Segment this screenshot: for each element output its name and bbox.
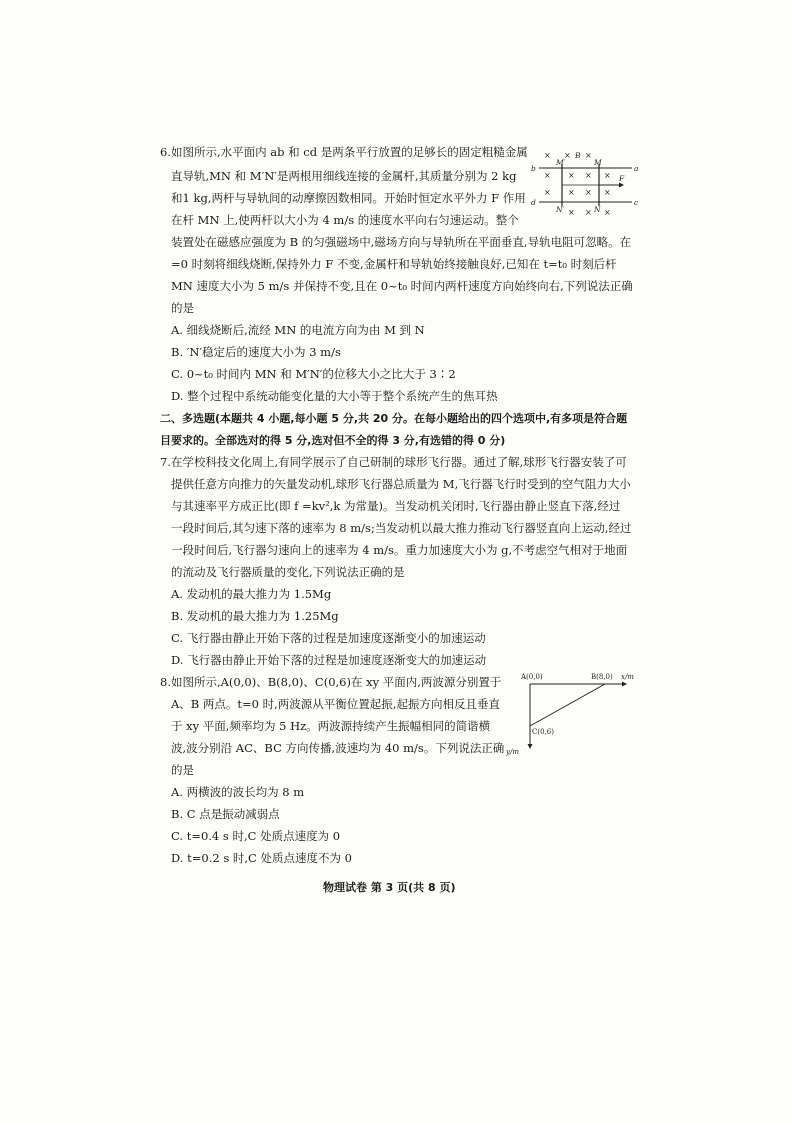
q7-line-5: 一段时间后,飞行器匀速向上的速率为 4 m/s。重力加速度大小为 g,不考虑空气相对于地面	[171, 543, 628, 557]
svg-text:×: ×	[585, 151, 592, 160]
q8-line-1: 8.如图所示,A(0,0)、B(8,0)、C(0,6)在 xy 平面内,两波源分别置于	[160, 675, 502, 689]
q7-option-d: D. 飞行器由静止开始下落的过程是加速度逐渐变大的加速运动	[171, 653, 487, 667]
label-N: N	[594, 205, 601, 214]
q7-line-3: 与其速率平方成正比(即 f =kv²,k 为常量)。当发动机关闭时,飞行器由静止竖直下落,经过	[171, 499, 621, 513]
svg-text:×: ×	[544, 151, 551, 160]
label-M: M	[594, 158, 602, 167]
svg-text:×: ×	[604, 208, 611, 217]
q8-line-2: A、B 两点。t=0 时,两波源从平衡位置起振,起振方向相反且垂直	[171, 697, 500, 711]
label-B: B	[575, 151, 581, 160]
page-footer: 物理试卷 第 3 页(共 8 页)	[323, 881, 456, 894]
label-M-prime: M′	[556, 158, 566, 167]
q7-option-c: C. 飞行器由静止开始下落的过程是加速度逐渐变小的加速运动	[171, 631, 486, 645]
q6-line-3: 和1 kg,两杆与导轨间的动摩擦因数相同。开始时恒定水平外力 F 作用	[171, 191, 526, 205]
section-2-heading: 二、多选题(本题共 4 小题,每小题 5 分,共 20 分。在每小题给出的四个选项中,有多项是符合题	[160, 412, 628, 425]
q6-option-d: D. 整个过程中系统动能变化量的大小等于整个系统产生的焦耳热	[171, 389, 498, 403]
svg-text:×: ×	[568, 208, 575, 217]
svg-text:×: ×	[585, 171, 592, 180]
q8-line-5: 的是	[171, 763, 194, 777]
svg-text:×: ×	[604, 171, 611, 180]
label-F: F	[619, 174, 625, 183]
label-N-prime: N′	[556, 205, 565, 214]
label-d: d	[531, 198, 536, 207]
q6-line-1: 6.如图所示,水平面内 ab 和 cd 是两条平行放置的足够长的固定粗糙金属	[160, 145, 528, 159]
q7-line-2: 提供任意方向推力的矢量发动机,球形飞行器总质量为 M,飞行器飞行时受到的空气阻力大小	[171, 477, 631, 491]
svg-text:×: ×	[568, 188, 575, 197]
q6-option-b: B. ′N′稳定后的速度大小为 3 m/s	[171, 345, 341, 359]
label-C: C(0,6)	[532, 728, 554, 736]
q8-option-a: A. 两横波的波长均为 8 m	[171, 785, 305, 799]
q7-option-b: B. 发动机的最大推力为 1.25Mg	[171, 609, 339, 623]
rail-diagram	[522, 148, 642, 220]
svg-text:×: ×	[604, 188, 611, 197]
label-B: B(8,0)	[591, 673, 613, 681]
label-b: b	[531, 164, 536, 173]
x-axis-label: x/m	[621, 673, 634, 681]
svg-text:×: ×	[544, 188, 551, 197]
q7-line-6: 的流动及飞行器质量的变化,下列说法正确的是	[171, 565, 405, 579]
q6-line-6: =0 时刻将细线烧断,保持外力 F 不变,金属杆和导轨始终接触良好,已知在 t=t₀ 时刻后杆	[171, 257, 617, 271]
q6-line-4: 在杆 MN 上,使两杆以大小为 4 m/s 的速度水平向右匀速运动。整个	[171, 213, 519, 227]
q6-line-8: 的是	[171, 301, 194, 315]
label-c: c	[634, 198, 639, 207]
q6-option-a: A. 细线烧断后,流经 MN 的电流方向为由 M 到 N	[171, 323, 425, 337]
y-axis-label: y/m	[506, 748, 519, 756]
q7-line-1: 7.在学校科技文化周上,有同学展示了自己研制的球形飞行器。通过了解,球形飞行器安装了可	[160, 455, 627, 469]
label-A: A(0,0)	[521, 673, 543, 681]
q6-line-5: 装置处在磁感应强度为 B 的匀强磁场中,磁场方向与导轨所在平面垂直,导轨电阻可忽略。在	[171, 235, 632, 249]
svg-text:×: ×	[585, 188, 592, 197]
q6-option-c: C. 0~t₀ 时间内 MN 和 M′N′的位移大小之比大于 3∶2	[171, 367, 456, 381]
q8-line-4: 波,波分别沿 AC、BC 方向传播,波速均为 40 m/s。下列说法正确	[171, 741, 505, 755]
q7-line-4: 一段时间后,其匀速下落的速率为 8 m/s;当发动机以最大推力推动飞行器竖直向上运动,经过	[171, 521, 632, 535]
svg-text:×: ×	[544, 171, 551, 180]
wave-source-diagram	[505, 668, 645, 756]
svg-text:×: ×	[564, 151, 571, 160]
svg-text:×: ×	[585, 208, 592, 217]
section-2-instructions: 目要求的。全部选对的得 5 分,选对但不全的得 3 分,有选错的得 0 分)	[160, 434, 506, 447]
label-a: a	[634, 164, 639, 173]
q8-option-c: C. t=0.4 s 时,C 处质点速度为 0	[171, 829, 341, 843]
q8-line-3: 于 xy 平面,频率均为 5 Hz。两波源持续产生振幅相同的简谐横	[171, 719, 491, 733]
q7-option-a: A. 发动机的最大推力为 1.5Mg	[171, 587, 332, 601]
q6-line-2: 直导轨,MN 和 M′N′是两根用细线连接的金属杆,其质量分别为 2 kg	[171, 169, 517, 183]
q8-option-b: B. C 点是振动减弱点	[171, 807, 280, 821]
q6-line-7: MN 速度大小为 5 m/s 并保持不变,且在 0~t₀ 时间内两杆速度方向始终向右,下列说法正确	[171, 279, 633, 293]
q8-option-d: D. t=0.2 s 时,C 处质点速度不为 0	[171, 851, 352, 865]
svg-text:×: ×	[568, 171, 575, 180]
